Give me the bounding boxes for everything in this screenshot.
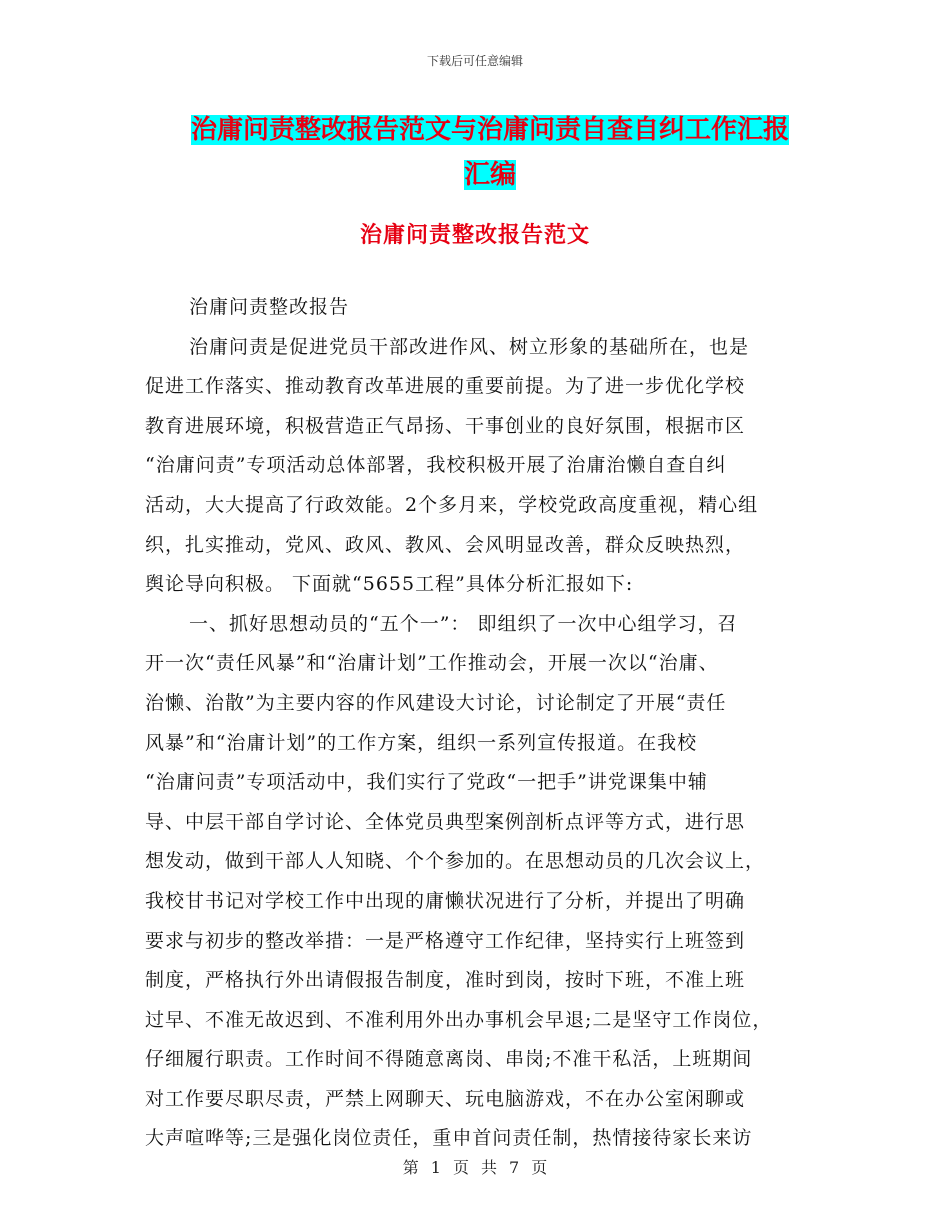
document-title-line-1: 治庸问责整改报告范文与治庸问责自查自纠工作汇报 (190, 115, 789, 145)
text-line: 仔细履行职责。工作时间不得随意离岗、串岗;不准干私活，上班期间 (145, 1048, 753, 1071)
text-line: 导、中层干部自学讨论、全体党员典型案例剖析点评等方式，进行思 (145, 810, 746, 833)
text-line: 治庸问责是促进党员干部改进作风、树立形象的基础所在，也是 (189, 335, 750, 358)
header-note: 下载后可任意编辑 (426, 54, 523, 68)
text-line: 治懒、治散”为主要内容的作风建设大讨论，讨论制定了开展“责任 (145, 691, 727, 714)
text-line: 风暴”和“治庸计划”的工作方案，组织一系列宣传报道。在我校 (145, 731, 698, 754)
text-line: 过早、不准无故迟到、不准利用外出办事机会早退;二是坚守工作岗位， (145, 1008, 773, 1031)
text-line: 开一次“责任风暴”和“治庸计划”工作推动会，开展一次以“治庸、 (145, 652, 719, 675)
footer-label-page: 第 (402, 1158, 419, 1177)
text-line: “治庸问责”专项活动中，我们实行了党政“一把手”讲党课集中辅 (145, 771, 708, 794)
document-title-line-2: 汇编 (463, 160, 516, 190)
document-title (150, 108, 830, 198)
text-line: “治庸问责”专项活动总体部署，我校积极开展了治庸治懒自查自纠 (145, 454, 727, 477)
text-line: 要求与初步的整改举措：一是严格遵守工作纪律，坚持实行上班签到 (145, 929, 746, 952)
text-line: 对工作要尽职尽责，严禁上网聊天、玩电脑游戏，不在办公室闲聊或 (145, 1087, 746, 1110)
paragraph-heading: 治庸问责整改报告 (189, 296, 350, 318)
text-line: 制度，严格执行外出请假报告制度，准时到岗，按时下班，不准上班 (145, 969, 746, 992)
text-line: 活动，大大提高了行政效能。2个多月来，学校党政高度重视，精心组 (145, 493, 759, 516)
total-page-count: 7 (509, 1158, 520, 1177)
current-page-number: 1 (430, 1158, 441, 1177)
footer-label-total-unit: 页 (531, 1158, 548, 1177)
text-line: 舆论导向积极。 下面就“5655工程”具体分析汇报如下: (145, 573, 634, 596)
page-footer (0, 1155, 950, 1178)
footer-label-page-unit: 页 (452, 1158, 469, 1177)
footer-label-total: 共 (481, 1158, 498, 1177)
body-text (145, 288, 805, 1159)
text-line: 我校甘书记对学校工作中出现的庸懒状况进行了分析，并提出了明确 (145, 889, 746, 912)
text-line: 织，扎实推动，党风、政风、教风、会风明显改善，群众反映热烈， (145, 533, 746, 556)
section-title: 治庸问责整改报告范文 (359, 222, 590, 248)
text-line: 一、抓好思想动员的“五个一”： 即组织了一次中心组学习，召 (189, 612, 738, 635)
text-line: 促进工作落实、推动教育改革进展的重要前提。为了进一步优化学校 (145, 375, 746, 398)
text-line: 想发动，做到干部人人知晓、个个参加的。在思想动员的几次会议上， (145, 850, 766, 873)
text-line: 大声喧哗等;三是强化岗位责任，重申首问责任制，热情接待家长来访 (145, 1127, 753, 1150)
text-line: 教育进展环境，积极营造正气昂扬、干事创业的良好氛围，根据市区 (145, 414, 746, 437)
